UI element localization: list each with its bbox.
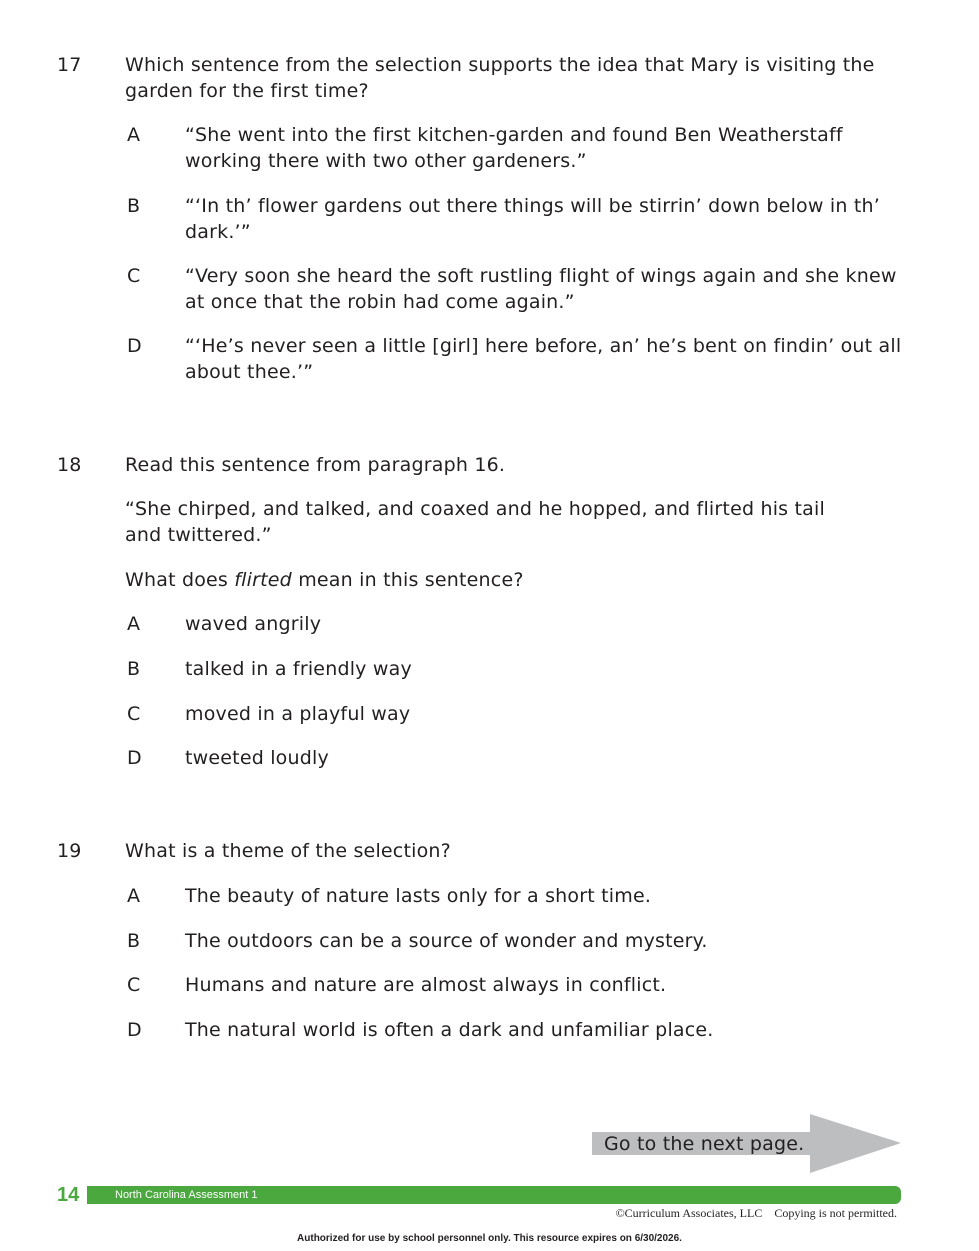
option-text: “She went into the first kitchen-garden and found Ben Weatherstaff working there with two other gardeners.”: [185, 124, 843, 172]
option-letter: B: [127, 195, 141, 217]
question-stem: Read this sentence from paragraph 16.: [125, 454, 506, 476]
option-text: moved in a playful way: [185, 703, 411, 725]
question-number: 19: [57, 840, 82, 862]
page-number: 14: [57, 1184, 80, 1206]
option-letter: C: [127, 703, 141, 725]
option-letter: A: [127, 124, 140, 146]
prompt-text-before: What does: [125, 569, 235, 591]
option-letter: C: [127, 974, 141, 996]
option-text: talked in a friendly way: [185, 658, 412, 680]
option-text: “‘He’s never seen a little [girl] here before, an’ he’s bent on findin’ out all about thee.’”: [185, 335, 902, 383]
assessment-title: North Carolina Assessment 1: [115, 1189, 258, 1201]
option-text: waved angrily: [185, 613, 322, 635]
option-text: Humans and nature are almost always in conflict.: [185, 974, 667, 996]
quoted-sentence: “She chirped, and talked, and coaxed and he hopped, and flirted his tail and twittered.”: [125, 498, 825, 546]
option-letter: A: [127, 613, 140, 635]
option-letter: A: [127, 885, 140, 907]
vocabulary-word: flirted: [234, 569, 292, 591]
option-letter: D: [127, 335, 142, 357]
option-letter: D: [127, 747, 142, 769]
option-letter: C: [127, 265, 141, 287]
copyright-line: [616, 1206, 897, 1221]
question-stem: What is a theme of the selection?: [125, 840, 451, 862]
option-text: The natural world is often a dark and unfamiliar place.: [185, 1019, 714, 1041]
option-text: The outdoors can be a source of wonder and mystery.: [185, 930, 708, 952]
copyright-text: ©Curriculum Associates, LLC: [615, 1206, 763, 1220]
option-text: “‘In th’ flower gardens out there things will be stirrin’ down below in th’ dark.’”: [185, 195, 880, 243]
prompt-text-after: mean in this sentence?: [291, 569, 524, 591]
option-text: The beauty of nature lasts only for a short time.: [185, 885, 652, 907]
option-letter: B: [127, 930, 141, 952]
next-page-label: Go to the next page.: [604, 1133, 805, 1155]
option-text: “Very soon she heard the soft rustling flight of wings again and she knew at once that the robin had come again.”: [185, 265, 897, 313]
question-number: 18: [57, 454, 82, 476]
question-prompt: [125, 567, 885, 593]
footer-bar: [87, 1186, 901, 1204]
question-stem: Which sentence from the selection supports the idea that Mary is visiting the garden for the first time?: [125, 54, 875, 102]
copy-notice: Copying is not permitted.: [774, 1206, 897, 1220]
option-letter: D: [127, 1019, 142, 1041]
next-page-button[interactable]: [592, 1114, 902, 1174]
authorization-notice: Authorized for use by school personnel only. This resource expires on 6/30/2026.: [297, 1233, 682, 1244]
option-letter: B: [127, 658, 141, 680]
question-number: 17: [57, 54, 82, 76]
option-text: tweeted loudly: [185, 747, 329, 769]
